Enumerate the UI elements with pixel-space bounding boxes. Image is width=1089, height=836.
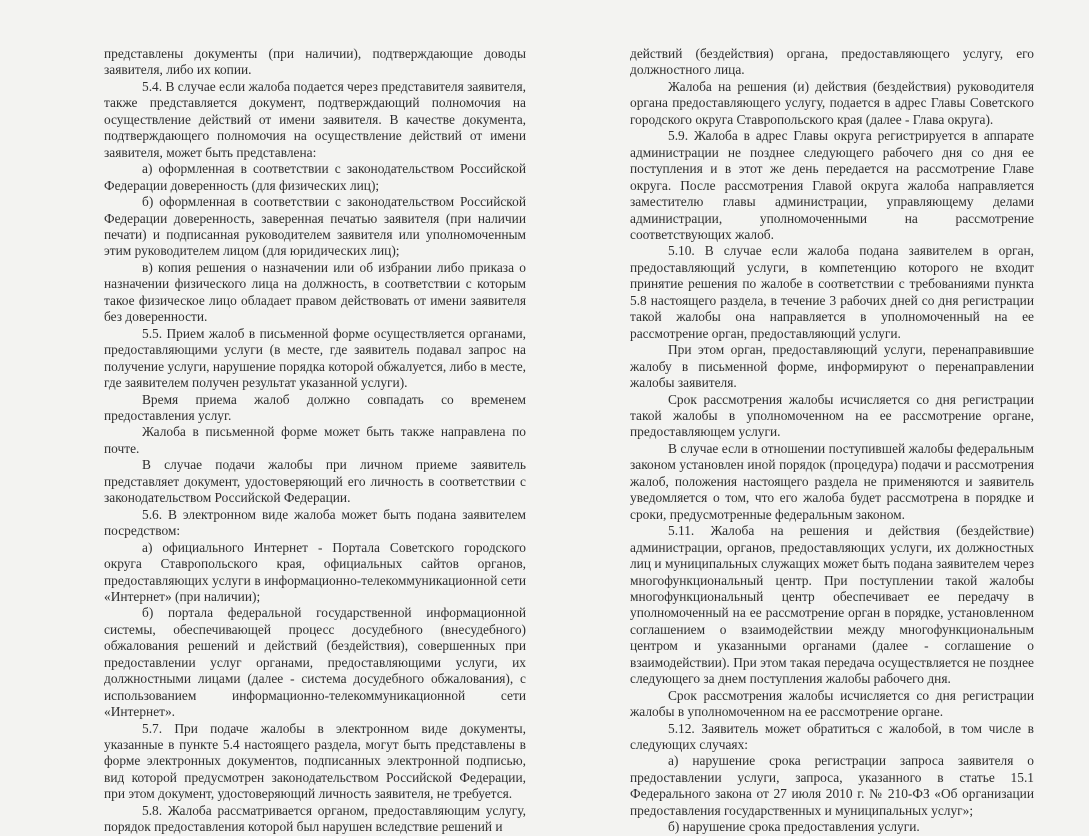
paragraph: 5.10. В случае если жалоба подана заявителем в орган, предоставляющий услуги, в компетенцию которого не входит принятие решения по жалобе в соответствии с требованиями пункта 5.8 настоящего раздела, в течение 3 рабочих дней со дня регистрации такой жалобы она направляется в уполномоченный на ее рассмотрение орган, предоставляющий услуги. xyxy=(630,243,1034,341)
paragraph: действий (бездействия) органа, предоставляющего услугу, его должностного лица. xyxy=(630,46,1034,78)
paragraph: 5.4. В случае если жалоба подается через представителя заявителя, также представляется документ, подтверждающий полномочия на осуществление действий от имени заявителя. В качестве документа, подтверждающего полномочия на осуществление действий от имени заявителя, может быть представлена: xyxy=(104,78,526,160)
left-text-column xyxy=(104,46,526,836)
right-text-column xyxy=(630,46,1034,836)
paragraph: 5.5. Прием жалоб в письменной форме осуществляется органами, предоставляющими услуги (в месте, где заявитель подавал запрос на получение услуги, нарушение порядка которой обжалуется, либо в месте, где заявителем получен результат указанной услуги). xyxy=(104,325,526,391)
paragraph: 5.9. Жалоба в адрес Главы округа регистрируется в аппарате администрации не позднее следующего рабочего дня со дня ее поступления и в этот же день передается на рассмотрение Главе округа. После рассмотрения Главой округа жалоба направляется заместителю главы администрации, управляющему делами администрации, уполномоченными на рассмотрение соответствующих жалоб. xyxy=(630,128,1034,242)
paragraph: представлены документы (при наличии), подтверждающие доводы заявителя, либо их копии. xyxy=(104,46,526,78)
paragraph: В случае если в отношении поступившей жалобы федеральным законом установлен иной порядок (процедура) подачи и рассмотрения жалоб, положения настоящего раздела не применяются и заявитель уведомляется о том, что его жалоба будет рассмотрена в порядке и сроки, предусмотренные федеральным законом. xyxy=(630,440,1034,522)
paragraph: в) копия решения о назначении или об избрании либо приказа о назначении физического лица на должность, в соответствии с которым такое физическое лицо обладает правом действовать от имени заявителя без доверенности. xyxy=(104,259,526,325)
paragraph: 5.7. При подаче жалобы в электронном виде документы, указанные в пункте 5.4 настоящего раздела, могут быть представлены в форме электронных документов, подписанных электронной подписью, вид которой предусмотрен законодательством Российской Федерации, при этом документ, удостоверяющий личность заявителя, не требуется. xyxy=(104,720,526,802)
paragraph: а) оформленная в соответствии с законодательством Российской Федерации доверенность (для физических лиц); xyxy=(104,161,526,193)
paragraph: а) нарушение срока регистрации запроса заявителя о предоставлении услуги, запроса, указанного в статье 15.1 Федерального закона от 27 июля 2010 г. № 210-ФЗ «Об организации предоставления государственных и муниципальных услуг»; xyxy=(630,753,1034,818)
paragraph: 5.8. Жалоба рассматривается органом, предоставляющим услугу, порядок предоставления которой был нарушен вследствие решений и xyxy=(104,802,526,835)
paragraph: 5.6. В электронном виде жалоба может быть подана заявителем посредством: xyxy=(104,506,526,539)
paragraph: б) нарушение срока предоставления услуги. xyxy=(668,819,920,835)
paragraph: Срок рассмотрения жалобы исчисляется со дня регистрации такой жалобы в уполномоченном на ее рассмотрение органе, предоставляющем услуги. xyxy=(630,391,1034,440)
paragraph: б) оформленная в соответствии с законодательством Российской Федерации доверенность, заверенная печатью заявителя (при наличии печати) и подписанная руководителем заявителя или уполномоченным этим руководителем лицом (для юридических лиц); xyxy=(104,194,526,259)
paragraph: Срок рассмотрения жалобы исчисляется со дня регистрации жалобы в уполномоченном на ее рассмотрение органе. xyxy=(630,687,1034,720)
paragraph: При этом орган, предоставляющий услуги, перенаправившие жалобу в письменной форме, информируют о перенаправлении жалобы заявителя. xyxy=(630,342,1034,391)
paragraph: а) официального Интернет - Портала Советского городского округа Ставропольского края, официальных сайтов органов, предоставляющих услуги в информационно-телекоммуникационной сети «Интернет» (при наличии); xyxy=(104,539,526,604)
paragraph: Время приема жалоб должно совпадать со временем предоставления услуг. xyxy=(104,391,526,423)
paragraph: б) портала федеральной государственной информационной системы, обеспечивающей процесс досудебного (внесудебного) обжалования решений и действий (бездействия), совершенных при предоставлении услуг органами, предоставляющими услуги, их должностными лицами (далее - система досудебного обжалования), с использованием информационно-телекоммуникационной сети «Интернет». xyxy=(104,605,526,720)
paragraph: Жалоба в письменной форме может быть также направлена по почте. xyxy=(104,424,526,456)
paragraph: 5.12. Заявитель может обратиться с жалобой, в том числе в следующих случаях: xyxy=(630,720,1034,753)
paragraph: 5.11. Жалоба на решения и действия (бездействие) администрации, органов, предоставляющих услуги, их должностных лиц и муниципальных служащих может быть подана заявителем через многофункциональный центр. При поступлении такой жалобы многофункциональный центр обеспечивает ее передачу в уполномоченный на ее рассмотрение орган в порядке, установленном соглашением о взаимодействии между многофункциональным центром и указанными органами (далее - соглашение о взаимодействии). При этом такая передача осуществляется не позднее следующего за днем поступления жалобы рабочего дня. xyxy=(630,523,1034,687)
paragraph: В случае подачи жалобы при личном приеме заявитель представляет документ, удостоверяющий его личность в соответствии с законодательством Российской Федерации. xyxy=(104,457,526,506)
paragraph: Жалоба на решения (и) действия (бездействия) руководителя органа предоставляющего услугу, подается в адрес Главы Советского городского округа Ставропольского края (далее - Глава округа). xyxy=(630,78,1034,127)
